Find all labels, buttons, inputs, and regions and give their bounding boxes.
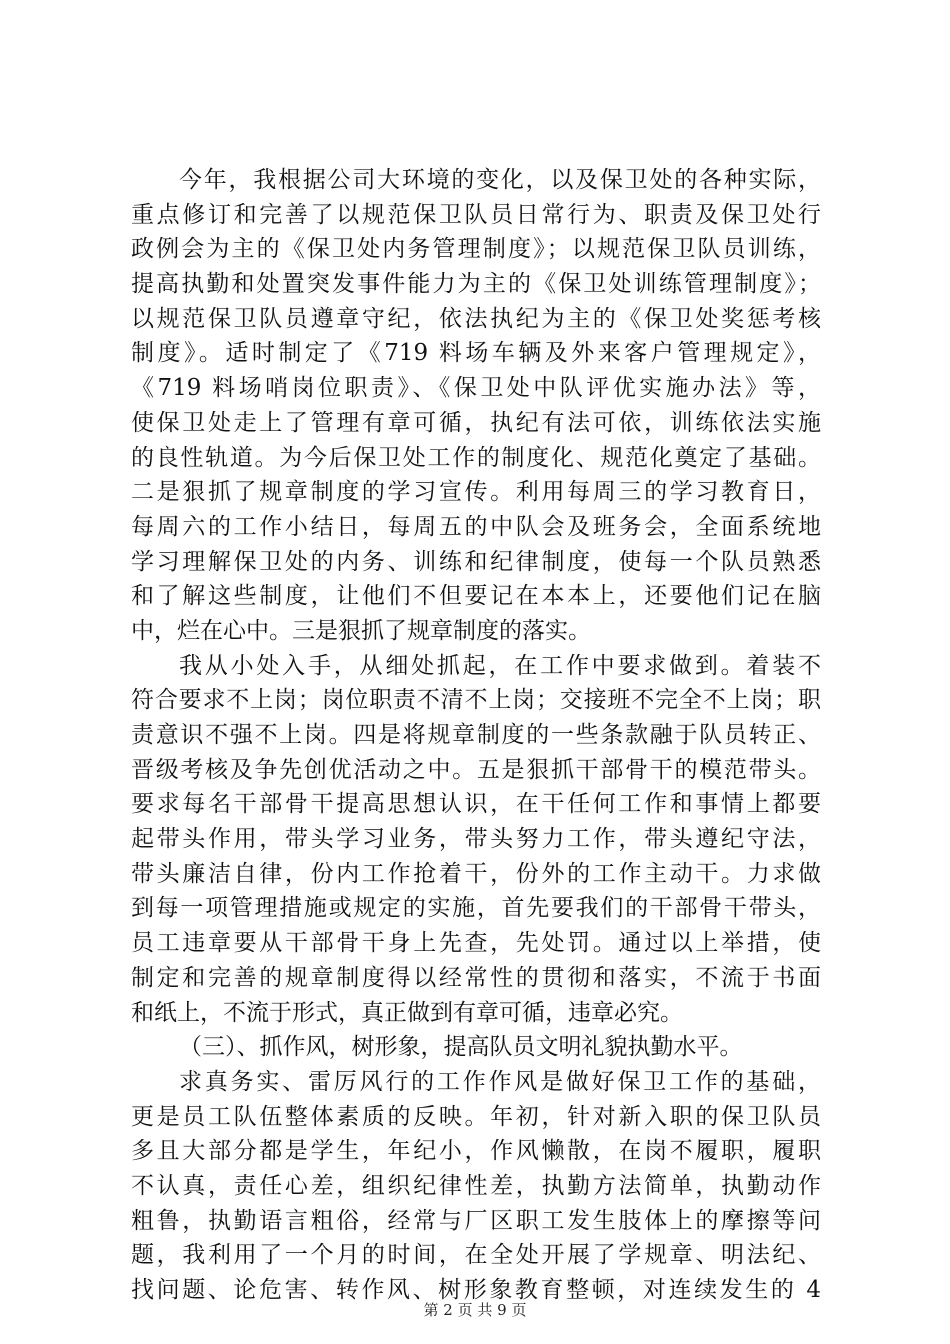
- document-body: [131, 163, 821, 1308]
- text-line: 《719 料场哨岗位职责》、《保卫处中队评优实施办法》等，: [131, 375, 821, 402]
- text-line: 重点修订和完善了以规范保卫队员日常行为、职责及保卫处行: [131, 201, 821, 228]
- text-line: 带头廉洁自律，份内工作抢着干，份外的工作主动干。力求做: [131, 860, 821, 887]
- text-line: 提高执勤和处置突发事件能力为主的《保卫处训练管理制度》；: [131, 271, 821, 298]
- text-line: 粗鲁，执勤语言粗俗，经常与厂区职工发生肢体上的摩擦等问: [131, 1207, 821, 1234]
- text-line: 员工违章要从干部骨干身上先查，先处罚。通过以上举措，使: [131, 930, 821, 957]
- text-line: 题，我利用了一个月的时间，在全处开展了学规章、明法纪、: [131, 1242, 821, 1269]
- text-line: 每周六的工作小结日，每周五的中队会及班务会，全面系统地: [131, 513, 821, 540]
- text-line: 和了解这些制度，让他们不但要记在本本上，还要他们记在脑: [131, 583, 821, 610]
- text-line: 学习理解保卫处的内务、训练和纪律制度，使每一个队员熟悉: [131, 548, 821, 575]
- text-line: 不认真，责任心差，组织纪律性差，执勤方法简单，执勤动作: [131, 1172, 821, 1199]
- page-number-footer: 第 2 页 共 9 页: [423, 1301, 527, 1319]
- text-line: （三）、抓作风，树形象，提高队员文明礼貌执勤水平。: [179, 1034, 743, 1061]
- text-line: 到每一项管理措施或规定的实施，首先要我们的干部骨干带头，: [131, 895, 821, 922]
- text-line: 符合要求不上岗；岗位职责不清不上岗；交接班不完全不上岗；职: [131, 687, 821, 714]
- text-line: 今年，我根据公司大环境的变化，以及保卫处的各种实际，: [179, 167, 821, 193]
- text-line: 以规范保卫队员遵章守纪，依法执纪为主的《保卫处奖惩考核: [131, 305, 821, 332]
- text-line: 和纸上，不流于形式，真正做到有章可循，违章必究。: [131, 999, 683, 1026]
- text-line: 更是员工队伍整体素质的反映。年初，针对新入职的保卫队员: [131, 1103, 821, 1130]
- text-line: 的良性轨道。为今后保卫处工作的制度化、规范化奠定了基础。: [131, 444, 821, 471]
- text-line: 求真务实、雷厉风行的工作作风是做好保卫工作的基础，: [179, 1068, 821, 1095]
- text-line: 晋级考核及争先创优活动之中。五是狠抓干部骨干的模范带头。: [131, 756, 821, 783]
- text-line: 中，烂在心中。三是狠抓了规章制度的落实。: [131, 617, 591, 644]
- text-line: 起带头作用，带头学习业务，带头努力工作，带头遵纪守法，: [131, 826, 821, 853]
- text-line: 使保卫处走上了管理有章可循，执纪有法可依，训练依法实施: [131, 409, 821, 436]
- text-line: 找问题、论危害、转作风、树形象教育整顿，对连续发生的 4: [131, 1277, 821, 1303]
- text-line: 制度》。适时制定了《719 料场车辆及外来客户管理规定》，: [131, 340, 821, 367]
- text-line: 我从小处入手，从细处抓起，在工作中要求做到。着装不: [179, 652, 821, 679]
- text-line: 责意识不强不上岗。四是将规章制度的一些条款融于队员转正、: [131, 722, 821, 748]
- text-line: 要求每名干部骨干提高思想认识，在干任何工作和事情上都要: [131, 791, 821, 818]
- text-line: 多且大部分都是学生，年纪小，作风懒散，在岗不履职，履职: [131, 1138, 821, 1165]
- text-line: 制定和完善的规章制度得以经常性的贯彻和落实，不流于书面: [131, 964, 821, 991]
- text-line: 政例会为主的《保卫处内务管理制度》；以规范保卫队员训练，: [131, 236, 821, 263]
- text-line: 二是狠抓了规章制度的学习宣传。利用每周三的学习教育日，: [131, 479, 821, 506]
